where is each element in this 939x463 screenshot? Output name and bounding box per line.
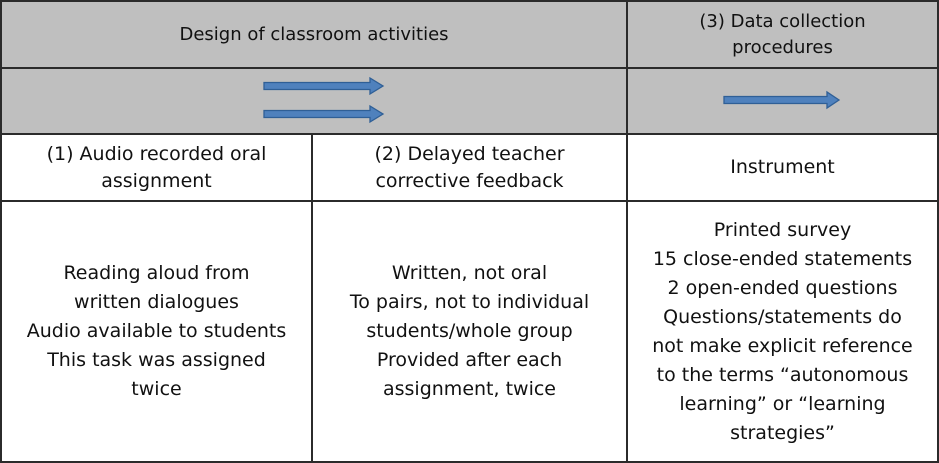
body-col-1-line-4: This task was assigned: [47, 349, 266, 371]
header-right-line-2: procedures: [732, 36, 833, 58]
body-col-1-line-2: written dialogues: [74, 291, 239, 313]
body-col-3-line-5: not make explicit reference: [652, 334, 913, 357]
body-col-1-line-5: twice: [131, 378, 182, 400]
body-col-2-line-5: assignment, twice: [382, 378, 556, 400]
body-col-3-line-2: 15 close-ended statements: [652, 247, 913, 270]
body-col-2-line-3: students/whole group: [366, 320, 573, 342]
body-col-3-line-1: Printed survey: [713, 218, 852, 241]
left-arrow-group: [264, 78, 383, 122]
subheader-col-3: [626, 133, 939, 202]
body-col-2-text: [350, 259, 589, 404]
body-col-3-line-7: learning” or “learning: [679, 392, 886, 415]
right-arrow-group: [724, 92, 839, 108]
body-col-3: [626, 200, 939, 463]
body-col-2: [311, 200, 628, 463]
subheader-col-2: [311, 133, 628, 202]
body-col-3-text: [652, 216, 913, 448]
subheader-col-1-text: [47, 141, 267, 195]
body-col-1-text: [27, 259, 287, 404]
header-right-line-1: (3) Data collection: [699, 10, 866, 32]
body-col-1-line-1: Reading aloud from: [63, 262, 250, 284]
right-arrow-icon-top: [264, 78, 383, 94]
body-col-1-line-3: Audio available to students: [26, 320, 287, 342]
body-col-3-line-6: to the terms “autonomous: [656, 363, 909, 386]
subheader-col-2-text: [375, 141, 565, 195]
body-col-1: [0, 200, 313, 463]
subheader-col-2-line-1: (2) Delayed teacher: [374, 142, 565, 165]
body-col-2-line-2: To pairs, not to individual: [349, 291, 590, 313]
subheader-col-1: [0, 133, 313, 202]
body-col-2-line-1: Written, not oral: [391, 262, 548, 284]
subheader-col-2-line-2: corrective feedback: [375, 169, 564, 192]
right-arrow-icon-single: [724, 92, 839, 108]
header-left-title: Design of classroom activities: [179, 23, 449, 45]
body-col-3-line-8: strategies”: [730, 421, 835, 444]
subheader-col-1-line-1: (1) Audio recorded oral: [46, 142, 267, 165]
body-col-3-line-4: Questions/statements do: [663, 305, 902, 328]
subheader-col-1-line-2: assignment: [101, 169, 212, 192]
subheader-col-3-line-1: Instrument: [730, 156, 835, 178]
body-col-2-line-4: Provided after each: [376, 349, 563, 371]
right-arrow-icon-bottom: [264, 106, 383, 122]
subheader-col-3-text: [730, 154, 835, 181]
body-col-3-line-3: 2 open-ended questions: [667, 276, 898, 299]
